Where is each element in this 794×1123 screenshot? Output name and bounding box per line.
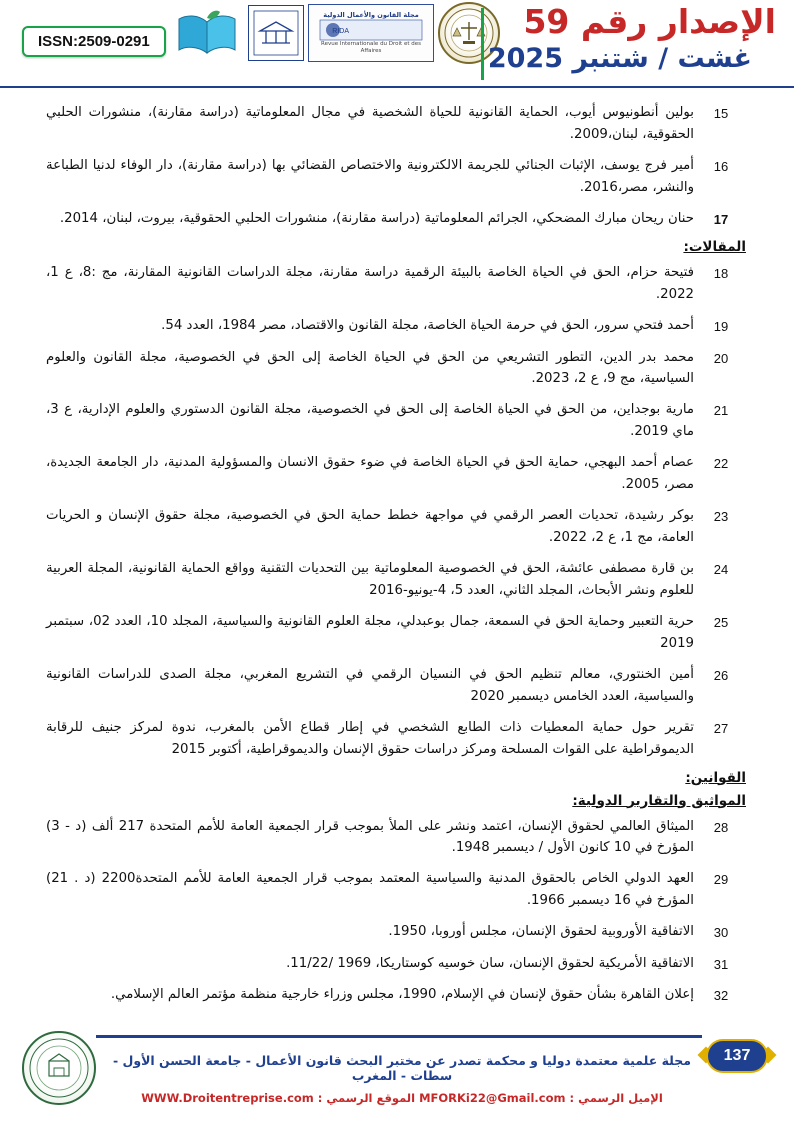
reference-text: الميثاق العالمي لحقوق الإنسان، اعتمد ونشر على الملأ بموجب قرار الجمعية العامة للأمم المتحدة 217 ألف (د - 3) المؤرخ في 10 كانون الأول / ديسمبر 1948.: [46, 818, 694, 856]
footer-site-label: الموقع الرسمي :: [317, 1091, 416, 1105]
list-item: [46, 208, 748, 230]
reference-number: 18: [713, 266, 729, 282]
reference-text: بن قارة مصطفى عائشة، الحق في الخصوصية المعلوماتية بين التحديات التقنية وواقع الحماية القانونية، المجلة العربية للعلوم ونشر الأبحاث، المجلد الثاني، العدد 5، 4-يونيو-2016: [46, 561, 694, 598]
section-heading-laws: القوانين:: [685, 769, 746, 786]
reference-text: حنان ريحان مبارك المضحكي، الجرائم المعلوماتية (دراسة مقارنة)، منشورات الحلبي الحقوقية، بيروت، لبنان، 2014.: [59, 210, 694, 226]
list-item: [46, 505, 748, 549]
reference-text: الاتفاقية الأمريكية لحقوق الإنسان، سان خوسيه كوستاريكا، 1969 /11/22.: [286, 955, 694, 971]
reference-number: 32: [713, 988, 729, 1004]
reference-text: أمين الخنتوري، معالم تنظيم الحق في النسيان الرقمي في التشريع المغربي، مجلة الصدى للدراسات القانونية والسياسية، العدد الخامس ديسمبر 2020: [46, 666, 694, 704]
journal-logo-mark: [319, 19, 423, 41]
list-item: [46, 399, 748, 443]
list-item: [46, 262, 748, 306]
issue-number: الإصدار رقم 59: [523, 2, 776, 41]
reference-text: تقرير حول حماية المعطيات ذات الطابع الشخصي في إطار قطاع الأمن بالمغرب، ندوة لمركز جنيف للرقابة الديموقراطية على القوات المسلحة ومركز دراسات حقوق الإنسان والديموقراطية، أكتوبر 2015: [46, 719, 694, 757]
lab-footer-seal-icon: [22, 1031, 96, 1105]
reference-text: بوكر رشيدة، تحديات العصر الرقمي في مواجهة خطط حماية الحق في الخصوصية، مجلة حقوق الإنسان و الحريات العامة، مج 1، ع 2، 2022.: [46, 508, 694, 546]
reference-number: 28: [713, 819, 729, 835]
list-item: [46, 921, 748, 943]
svg-text:RIDA: RIDA: [332, 28, 349, 36]
reference-text: أمير فرج يوسف، الإثبات الجنائي للجريمة الالكترونية والاختصاص القضائي بها (دراسة مقارنة)، دار الوفاء لدنيا الطباعة والنشر، مصر،2016.: [46, 157, 694, 195]
reference-text: الاتفاقية الأوروبية لحقوق الإنسان، مجلس أوروبا، 1950.: [388, 924, 694, 940]
references-content: [0, 88, 794, 1007]
issue-date: غشت / شتنبر 2025: [487, 43, 752, 74]
journal-logo-title: مجلة القانون والأعمال الدولية: [323, 11, 419, 20]
reference-text: بولين أنطونيوس أيوب، الحماية القانونية للحياة الشخصية في مجال المعلوماتية (دراسة مقارنة)، منشورات الحلبي الحقوقية، لبنان،2009.: [46, 105, 694, 142]
reference-text: محمد بدر الدين، التطور التشريعي من الحق في الحياة الخاصة إلى الحق في الخصوصية، مجلة القانون والعلوم السياسية، مج 9، ع 2، 2023.: [46, 349, 694, 387]
footer-journal-note: مجلة علمية معتمدة دوليا و محكمة تصدر عن مختبر البحث قانون الأعمال - جامعة الحسن الأول - سطات - المغرب: [112, 1053, 692, 1083]
list-item: [46, 717, 748, 761]
list-item: [46, 953, 748, 975]
reference-number: 29: [713, 872, 729, 888]
reference-number: 16: [713, 158, 729, 174]
page-header: [0, 0, 794, 88]
university-logo: [248, 5, 304, 61]
list-item: [46, 816, 748, 860]
reference-text: أحمد فتحي سرور، الحق في حرمة الحياة الخاصة، مجلة القانون والاقتصاد، مصر 1984، العدد 54.: [161, 318, 694, 334]
book-emblem-icon: [170, 2, 244, 64]
list-item: [46, 315, 748, 337]
list-item: [46, 558, 748, 602]
list-item: [46, 611, 748, 655]
footer-email-value[interactable]: MFORKi22@Gmail.com: [419, 1091, 566, 1105]
reference-number: 31: [713, 956, 729, 972]
footer-site-value[interactable]: WWW.Droitentreprise.com: [141, 1091, 314, 1105]
reference-text: مارية بوجداين، من الحق في الحياة الخاصة إلى الحق في الخصوصية، مجلة القانون الدستوري والعلوم الإدارية، ع 3، ماي 2019.: [46, 402, 694, 440]
reference-number: 19: [713, 319, 729, 335]
reference-text: فتيحة حزام، الحق في الحياة الخاصة بالبيئة الرقمية دراسة مقارنة، مجلة الدراسات القانونية المقارنة، مج :8، ع 1، 2022.: [46, 265, 694, 303]
footer-text-block: [110, 1053, 694, 1105]
reference-number: 26: [713, 667, 729, 683]
reference-number: 20: [713, 350, 729, 366]
reference-number: 25: [713, 614, 729, 630]
list-item: [46, 664, 748, 708]
reference-text: عصام أحمد البهجي، حماية الحق في الحياة الخاصة في ضوء حقوق الانسان والمسؤولية المدنية، دار الجامعة الجديدة، مصر، 2005.: [46, 455, 694, 493]
reference-number: 24: [713, 562, 729, 577]
list-item: [46, 452, 748, 496]
page-footer: [0, 1019, 794, 1123]
issn-badge: ISSN:2509-0291: [22, 26, 166, 57]
list-item: [46, 868, 748, 912]
list-item: [46, 347, 748, 391]
reference-number: 30: [713, 925, 729, 941]
footer-email-label: الإميل الرسمي :: [569, 1091, 663, 1105]
section-heading-articles: المقالات:: [683, 239, 746, 256]
list-item: [46, 102, 748, 146]
reference-number: 15: [713, 106, 729, 121]
header-logos: [170, 2, 500, 64]
list-item: [46, 155, 748, 199]
reference-text: حرية التعبير وحماية الحق في السمعة، جمال بوعبدلي، مجلة العلوم القانونية والسياسية، المجلد 10، العدد 02، سبتمبر 2019: [46, 613, 694, 651]
list-item: [46, 984, 748, 1006]
section-heading-international: المواثيق والتقارير الدولية:: [572, 792, 746, 809]
page-number-badge: 137: [706, 1039, 768, 1073]
header-issue-block: [486, 0, 786, 88]
reference-number: 22: [713, 456, 729, 472]
footer-divider: [96, 1035, 702, 1038]
reference-text: العهد الدولي الخاص بالحقوق المدنية والسياسية المعتمد بموجب قرار الجمعية العامة للأمم المتحدة2200 (د . 21) المؤرخ في 16 ديسمبر 1966.: [46, 871, 694, 909]
footer-contact-line: [110, 1091, 694, 1105]
reference-number: 27: [713, 720, 729, 736]
reference-number: 17: [713, 211, 729, 227]
header-divider: [481, 8, 484, 80]
reference-number: 23: [713, 509, 729, 525]
reference-text: إعلان القاهرة بشأن حقوق لإنسان في الإسلام، 1990، مجلس وزراء خارجية منظمة مؤتمر العالم الإسلامي.: [110, 987, 694, 1003]
journal-logo-subtitle: Revue Internationale du Droit et des Affaires: [321, 41, 421, 55]
reference-number: 21: [713, 403, 729, 419]
journal-logo: [308, 4, 434, 62]
